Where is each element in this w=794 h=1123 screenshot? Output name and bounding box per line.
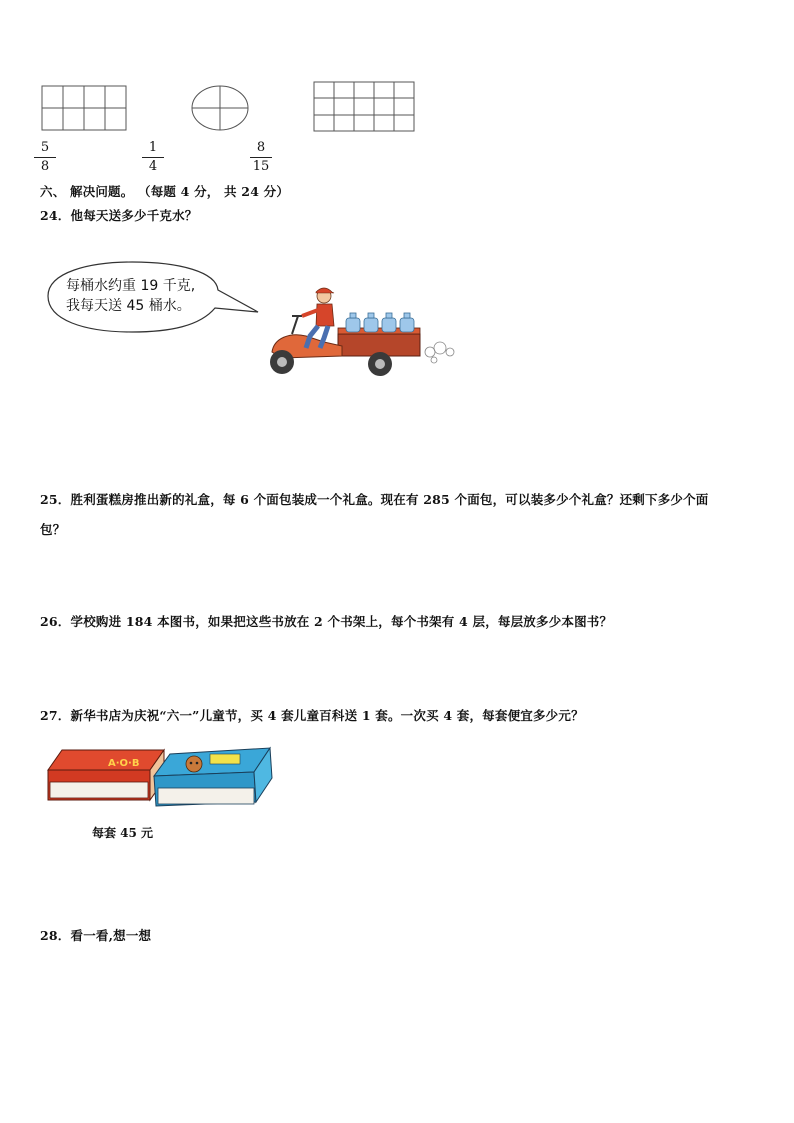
speech-bubble-text (66, 276, 195, 316)
question-25-line-1: 25．胜利蛋糕房推出新的礼盒，每 6 个面包装成一个礼盒。现在有 285 个面包，可以装多少个礼盒？还剩下多少个面 (40, 492, 709, 507)
denominator: 8 (40, 159, 50, 174)
fraction-eight-fifteenths (250, 140, 272, 175)
water-delivery-tricycle-illustration (262, 282, 462, 382)
fraction-five-eighths (34, 140, 56, 175)
question-27: 27．新华书店为庆祝“六一”儿童节，买 4 套儿童百科送 1 套。一次买 4 套，每套便宜多少元？ (40, 708, 584, 723)
question-26: 26．学校购进 184 本图书，如果把这些书放在 2 个书架上，每个书架有 4 层，每层放多少本图书？ (40, 614, 613, 629)
denominator: 15 (252, 159, 270, 174)
speech-line-1: 每桶水约重 19 千克, (66, 278, 196, 294)
numerator: 5 (40, 140, 50, 155)
fraction-grid-fifteenths (314, 82, 414, 131)
question-28: 28．看一看,想一想 (40, 928, 152, 943)
question-24: 24．他每天送多少千克水？ (40, 208, 198, 223)
question-25-line-2: 包？ (40, 522, 66, 537)
numerator: 1 (148, 140, 158, 155)
denominator: 4 (148, 159, 158, 174)
section-heading: 六、 解决问题。 （每题 4 分， 共 24 分） (40, 184, 290, 199)
speech-line-2: 我每天送 45 桶水。 (66, 298, 191, 314)
fraction-one-quarter (142, 140, 164, 175)
encyclopedia-books-illustration (44, 742, 284, 812)
numerator: 8 (256, 140, 266, 155)
svg-text:A·O·B: A·O·B (108, 758, 140, 769)
book-price-caption: 每套 45 元 (92, 826, 154, 840)
fraction-circle-quarters (192, 86, 248, 130)
